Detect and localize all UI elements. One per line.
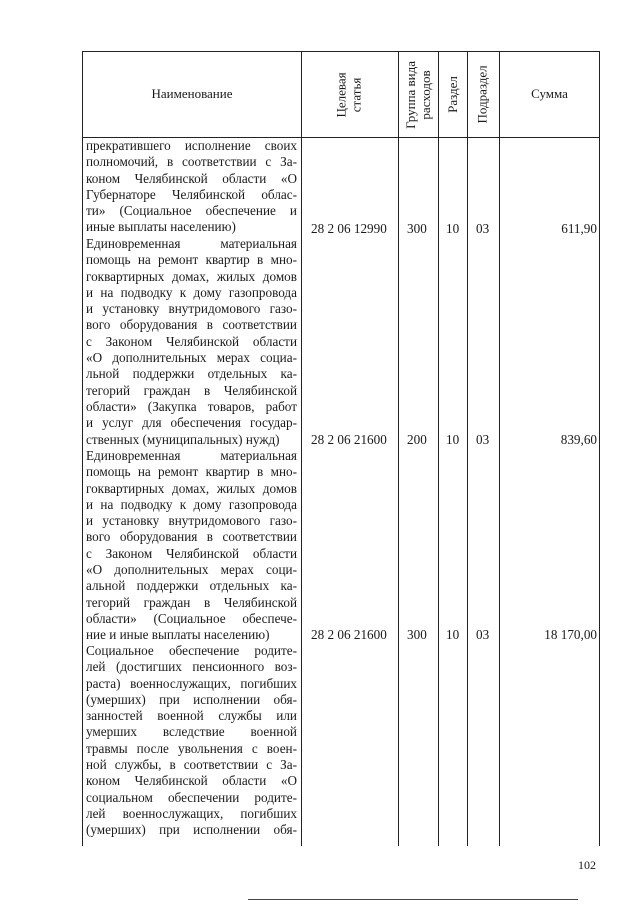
row-1-target: 28 2 06 12990: [311, 221, 387, 236]
header-subsection-text: Подраздел: [475, 65, 491, 124]
table-divider-name: [301, 51, 302, 846]
header-section-text: Раздел: [444, 76, 460, 113]
row-1-section: 10: [446, 221, 460, 236]
row-1-name-line: полномочий, в соответствии с За-: [86, 154, 297, 170]
row-1-subsection: 03: [476, 221, 490, 236]
row-3-name-line: и на подводку к дому газопровода: [86, 496, 297, 512]
row-2-name-line: и на подводку к дому газопровода: [86, 284, 297, 300]
row-4-name-line: коном Челябинской области «О: [86, 773, 297, 789]
row-2-name-line: ственных (муниципальных) нужд): [86, 431, 280, 447]
row-2-target: 28 2 06 21600: [311, 432, 387, 447]
header-target-article-text: Целевая статья: [334, 71, 364, 118]
page-number: 102: [578, 858, 596, 872]
header-amount: [500, 52, 599, 137]
header-name-text: Наименование: [151, 86, 233, 102]
row-3-name-line: альной поддержки отдельных ка-: [86, 578, 297, 594]
row-4-name-line: раста) военнослужащих, погибших: [86, 675, 297, 691]
row-2-name-line: «О дополнительных мерах социа-: [86, 350, 297, 366]
table-border-left: [82, 51, 83, 846]
row-4-name-line: ной службы, в соответствии с За-: [86, 757, 297, 773]
row-4-name-line: умерших вследствие военной: [86, 724, 297, 740]
row-4-name-line: (умерших) при исполнении обя-: [86, 691, 297, 707]
row-2-name-line: области» (Закупка товаров, работ: [86, 398, 297, 414]
row-2-name-line: с Законом Челябинской области: [86, 333, 297, 349]
row-4-name: [86, 643, 297, 839]
table-divider-target: [398, 51, 399, 846]
row-3-name-line: Единовременная материальная: [86, 448, 297, 463]
header-subsection: [468, 52, 499, 137]
row-2-name: [86, 236, 297, 448]
header-amount-text: Сумма: [531, 86, 568, 102]
header-expense-group: [399, 52, 438, 137]
row-2-name-line: вого оборудования в соответствии: [86, 317, 297, 333]
row-3-name-line: области» (Социальное обеспече-: [86, 610, 297, 626]
row-3-subsection: 03: [476, 627, 490, 642]
row-3-group: 300: [407, 627, 427, 642]
row-2-section: 10: [446, 432, 460, 447]
table-divider-subsection: [499, 51, 500, 846]
row-3-name-line: помощь на ремонт квартир в мно-: [86, 464, 297, 480]
header-expense-group-text: Группа вида расходов: [402, 60, 433, 129]
row-1-name-line: прекратившего исполнение своих: [86, 138, 297, 153]
row-3-name-line: ние и иные выплаты населению): [86, 627, 270, 643]
row-2-amount: 839,60: [560, 432, 597, 447]
row-2-name-line: и услуг для обеспечения государ-: [86, 415, 297, 431]
row-1-name-line: ти» (Социальное обеспечение и: [86, 203, 297, 219]
row-2-name-line: гоквартирных домах, жилых домов: [86, 268, 297, 284]
row-4-name-line: травмы после увольнения с воен-: [86, 740, 297, 756]
row-1-group: 300: [407, 221, 427, 236]
row-4-name-line: лей (достигших пенсионного воз-: [86, 659, 297, 675]
row-2-subsection: 03: [476, 432, 490, 447]
row-3-section: 10: [446, 627, 460, 642]
row-3-name-line: вого оборудования в соответствии: [86, 529, 297, 545]
row-2-name-line: тегорий граждан в Челябинской: [86, 382, 297, 398]
row-1-name-line: коном Челябинской области «О: [86, 170, 297, 186]
header-name: [83, 52, 301, 137]
row-3-name-line: «О дополнительных мерах соци-: [86, 562, 297, 578]
row-2-name-line: Единовременная материальная: [86, 236, 297, 251]
footer-rule: [248, 899, 578, 900]
row-3-name-line: и установку внутридомового газо-: [86, 513, 297, 529]
row-1-name-line: иные выплаты населению): [86, 219, 236, 235]
row-3-name: [86, 448, 297, 644]
row-2-name-line: льной поддержки отдельных ка-: [86, 366, 297, 382]
table-divider-section: [467, 51, 468, 846]
row-1-name-line: Губернаторе Челябинской облас-: [86, 186, 297, 202]
row-2-name-line: и установку внутридомового газо-: [86, 301, 297, 317]
row-3-target: 28 2 06 21600: [311, 627, 387, 642]
header-section: [439, 52, 467, 137]
table-border-right: [599, 51, 600, 846]
row-1-name: [86, 138, 297, 236]
row-4-name-line: (умерших) при исполнении обя-: [86, 822, 297, 838]
row-2-name-line: помощь на ремонт квартир в мно-: [86, 252, 297, 268]
row-4-name-line: лей военнослужащих, погибших: [86, 805, 297, 821]
row-1-amount: 611,90: [561, 221, 597, 236]
table-divider-group: [438, 51, 439, 846]
row-3-name-line: с Законом Челябинской области: [86, 545, 297, 561]
row-4-name-line: социальном обеспечении родите-: [86, 789, 297, 805]
row-3-name-line: гоквартирных домах, жилых домов: [86, 480, 297, 496]
row-3-amount: 18 170,00: [544, 627, 597, 642]
header-target-article: [302, 52, 398, 137]
row-2-group: 200: [407, 432, 427, 447]
row-4-name-line: занностей военной службы или: [86, 708, 297, 724]
row-3-name-line: тегорий граждан в Челябинской: [86, 594, 297, 610]
row-4-name-line: Социальное обеспечение родите-: [86, 643, 297, 658]
